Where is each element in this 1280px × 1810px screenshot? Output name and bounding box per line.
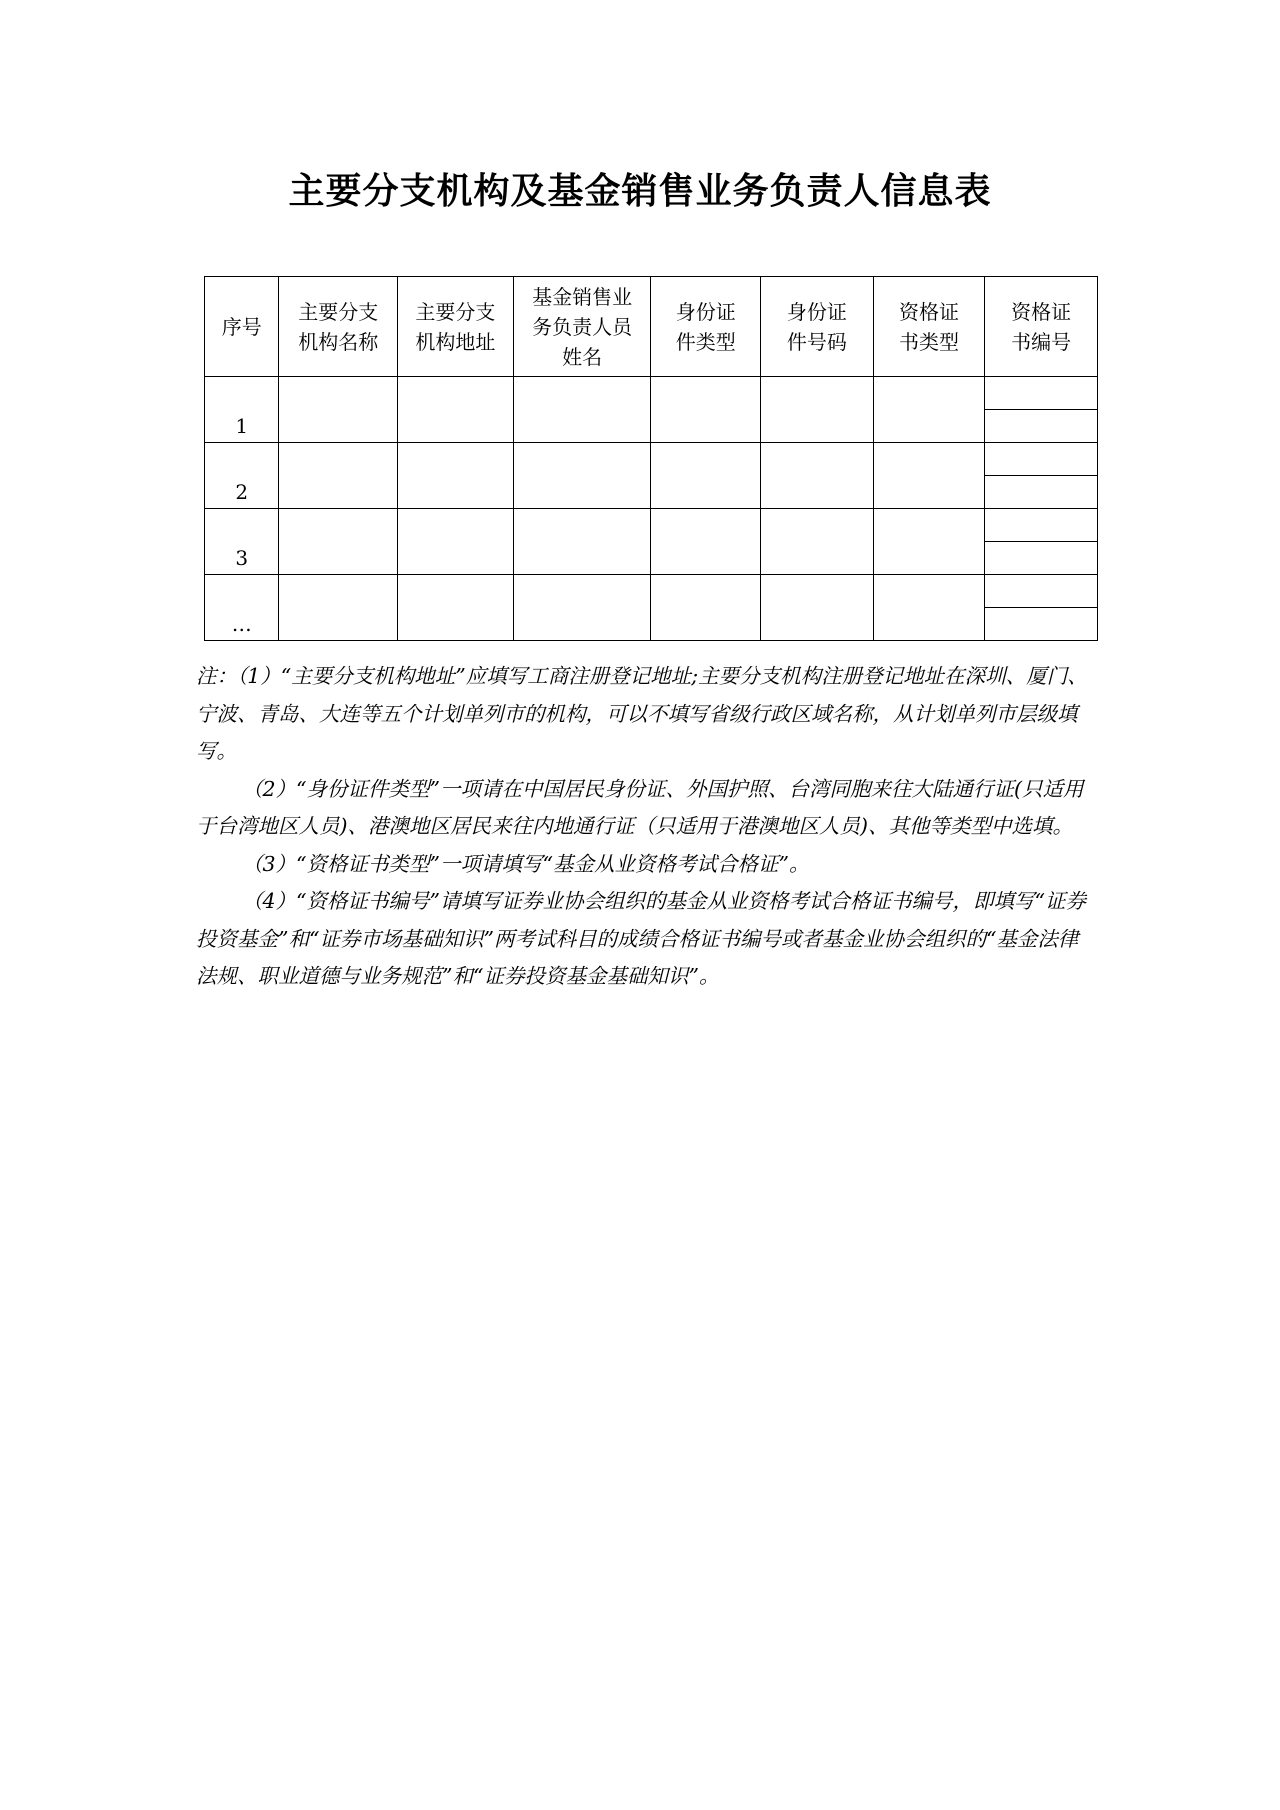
id-type-cell[interactable] — [651, 443, 761, 509]
header-branch-address: 主要分支 机构地址 — [398, 277, 514, 377]
row-seq: … — [205, 575, 279, 641]
info-table — [204, 276, 1098, 641]
cert-number-cell[interactable] — [985, 608, 1098, 641]
branch-name-cell[interactable] — [279, 443, 398, 509]
cert-type-cell[interactable] — [873, 443, 985, 509]
id-type-cell[interactable] — [651, 575, 761, 641]
header-id-number: 身份证 件号码 — [761, 277, 874, 377]
header-id-type: 身份证 件类型 — [651, 277, 761, 377]
id-type-cell[interactable] — [651, 377, 761, 443]
table-header-row — [205, 277, 1098, 377]
branch-name-cell[interactable] — [279, 509, 398, 575]
id-number-cell[interactable] — [761, 377, 874, 443]
cert-type-cell[interactable] — [873, 377, 985, 443]
notes-section — [196, 658, 1096, 996]
manager-name-cell[interactable] — [513, 443, 651, 509]
table-row — [205, 377, 1098, 410]
note-3: （3）“资格证书类型”一项请填写“基金从业资格考试合格证”。 — [242, 851, 810, 876]
page-title: 主要分支机构及基金销售业务负责人信息表 — [288, 171, 992, 212]
branch-address-cell[interactable] — [398, 443, 514, 509]
cert-number-cell[interactable] — [985, 443, 1098, 476]
cert-number-cell[interactable] — [985, 542, 1098, 575]
cert-type-cell[interactable] — [873, 575, 985, 641]
table-row — [205, 443, 1098, 476]
header-cert-number: 资格证 书编号 — [985, 277, 1098, 377]
cert-number-cell[interactable] — [985, 575, 1098, 608]
note-1: 注：（1）“主要分支机构地址”应填写工商注册登记地址;主要分支机构注册登记地址在深圳、厦门、宁波、青岛、大连等五个计划单列市的机构，可以不填写省级行政区域名称，从计划单列市层级填写。 — [196, 664, 1088, 763]
table-row — [205, 509, 1098, 542]
cert-number-cell[interactable] — [985, 476, 1098, 509]
id-number-cell[interactable] — [761, 443, 874, 509]
id-type-cell[interactable] — [651, 509, 761, 575]
note-4: （4）“资格证书编号”请填写证券业协会组织的基金从业资格考试合格证书编号，即填写“证券投资基金”和“证券市场基础知识”两考试科目的成绩合格证书编号或者基金业协会组织的“基金法律法规、职业道德与业务规范”和“证券投资基金基础知识”。 — [196, 889, 1086, 988]
manager-name-cell[interactable] — [513, 377, 651, 443]
table-row — [205, 575, 1098, 608]
branch-name-cell[interactable] — [279, 575, 398, 641]
cert-number-cell[interactable] — [985, 509, 1098, 542]
header-branch-name: 主要分支 机构名称 — [279, 277, 398, 377]
branch-name-cell[interactable] — [279, 377, 398, 443]
manager-name-cell[interactable] — [513, 509, 651, 575]
id-number-cell[interactable] — [761, 575, 874, 641]
row-seq: 3 — [205, 509, 279, 575]
note-2: （2）“身份证件类型”一项请在中国居民身份证、外国护照、台湾同胞来往大陆通行证(只适用于台湾地区人员)、港澳地区居民来往内地通行证（只适用于港澳地区人员)、其他等类型中选填。 — [196, 776, 1084, 838]
cert-number-cell[interactable] — [985, 410, 1098, 443]
cert-type-cell[interactable] — [873, 509, 985, 575]
branch-address-cell[interactable] — [398, 377, 514, 443]
header-manager-name: 基金销售业 务负责人员 姓名 — [513, 277, 651, 377]
row-seq: 1 — [205, 377, 279, 443]
id-number-cell[interactable] — [761, 509, 874, 575]
branch-address-cell[interactable] — [398, 575, 514, 641]
row-seq: 2 — [205, 443, 279, 509]
header-seq: 序号 — [205, 277, 279, 377]
manager-name-cell[interactable] — [513, 575, 651, 641]
branch-address-cell[interactable] — [398, 509, 514, 575]
header-cert-type: 资格证 书类型 — [873, 277, 985, 377]
cert-number-cell[interactable] — [985, 377, 1098, 410]
